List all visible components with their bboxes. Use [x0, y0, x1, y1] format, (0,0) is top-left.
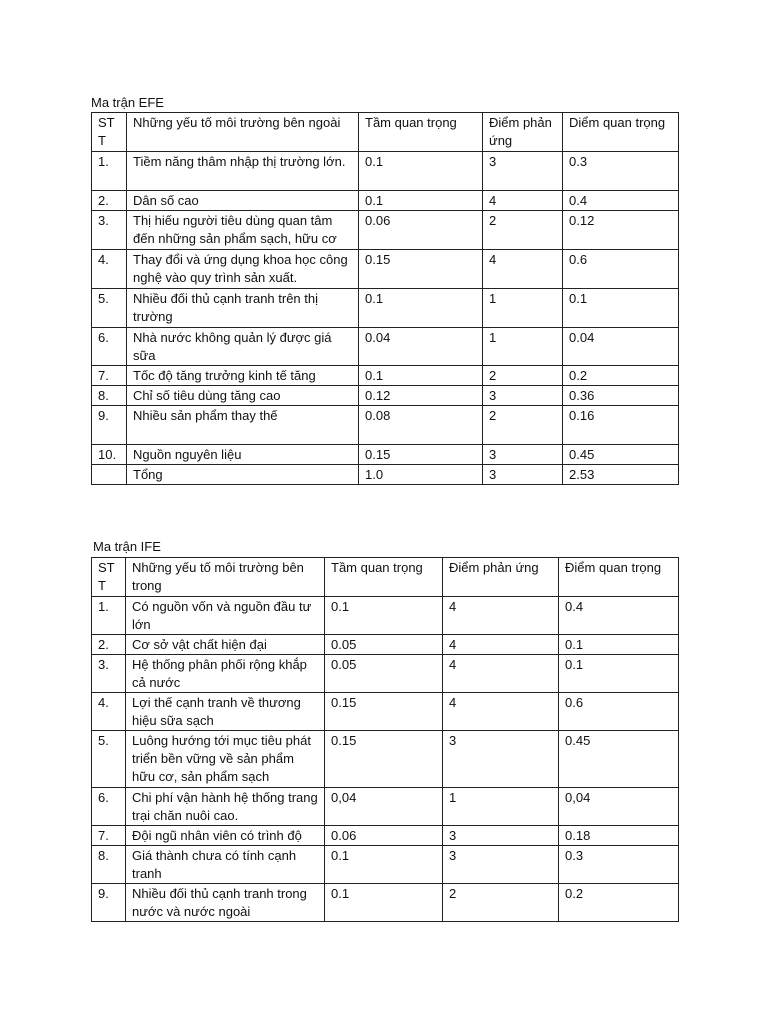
table-cell: 7. — [92, 366, 127, 386]
table-cell: 5. — [92, 731, 126, 788]
table-row — [92, 152, 679, 191]
table-cell: 4 — [443, 693, 559, 731]
table-cell: 3 — [483, 152, 563, 191]
table-cell: 0.1 — [359, 289, 483, 328]
table-cell: 0.3 — [559, 846, 679, 884]
table-cell: 6. — [92, 788, 126, 826]
table-cell: Đội ngũ nhân viên có trình độ — [126, 826, 325, 846]
table-cell: 0.12 — [359, 386, 483, 406]
table-cell: 1. — [92, 597, 126, 635]
table-cell: 0.18 — [559, 826, 679, 846]
table-cell: 0.1 — [563, 289, 679, 328]
table-cell: 0,04 — [325, 788, 443, 826]
table-cell: 0.15 — [325, 693, 443, 731]
header-cell: Điểm quan trọng — [559, 558, 679, 597]
table-cell: 0.1 — [359, 191, 483, 211]
table-cell: 6. — [92, 328, 127, 366]
table-row — [92, 788, 679, 826]
table-cell: Tốc độ tăng trưởng kinh tế tăng — [127, 366, 359, 386]
table-cell: 0.1 — [359, 152, 483, 191]
ife-table — [91, 557, 679, 922]
table-cell: Tổng — [127, 465, 359, 485]
table-cell: 0.15 — [359, 250, 483, 289]
table-cell: 2 — [483, 211, 563, 250]
table-row — [92, 597, 679, 635]
table-cell: 3 — [483, 465, 563, 485]
table-cell: Giá thành chưa có tính cạnh tranh — [126, 846, 325, 884]
table-row — [92, 693, 679, 731]
table-cell: 0.1 — [325, 884, 443, 922]
table-cell: 0.15 — [359, 445, 483, 465]
header-cell: Những yếu tố môi trường bên trong — [126, 558, 325, 597]
table-row — [92, 191, 679, 211]
table-cell: 0.04 — [563, 328, 679, 366]
table-cell: 0.4 — [563, 191, 679, 211]
table-cell: 8. — [92, 386, 127, 406]
table-cell: 1.0 — [359, 465, 483, 485]
ife-caption: Ma trận IFE — [93, 539, 161, 554]
table-cell: 1. — [92, 152, 127, 191]
table-cell: 0,04 — [559, 788, 679, 826]
table-cell: 3 — [483, 445, 563, 465]
header-row — [92, 558, 679, 597]
table-cell: 9. — [92, 406, 127, 445]
table-cell: 3. — [92, 211, 127, 250]
table-cell: 10. — [92, 445, 127, 465]
table-cell: 0.15 — [325, 731, 443, 788]
header-cell: Diểm quan trọng — [563, 113, 679, 152]
table-cell: Nhà nước không quản lý được giá sữa — [127, 328, 359, 366]
table-cell: 9. — [92, 884, 126, 922]
table-row — [92, 289, 679, 328]
header-cell: Tầm quan trọng — [325, 558, 443, 597]
header-cell: STT — [92, 113, 127, 152]
table-cell: 2 — [483, 406, 563, 445]
table-cell: Tiềm năng thâm nhập thị trường lớn. — [127, 152, 359, 191]
table-cell: 0.1 — [559, 635, 679, 655]
table-cell: 4 — [483, 191, 563, 211]
table-cell: 0.1 — [359, 366, 483, 386]
table-cell: 0.1 — [559, 655, 679, 693]
table-cell: 0.1 — [325, 846, 443, 884]
table-cell: 1 — [483, 328, 563, 366]
table-cell: 4. — [92, 693, 126, 731]
table-row — [92, 635, 679, 655]
table-cell: 0.05 — [325, 635, 443, 655]
table-cell: 0.2 — [559, 884, 679, 922]
table-cell: 1 — [443, 788, 559, 826]
table-cell: 0.06 — [325, 826, 443, 846]
table-cell: Nhiều đối thủ cạnh tranh trên thị trường — [127, 289, 359, 328]
table-cell: 0.06 — [359, 211, 483, 250]
table-cell: Hệ thống phân phối rộng khắp cả nước — [126, 655, 325, 693]
table-cell: 8. — [92, 846, 126, 884]
table-cell: 0.08 — [359, 406, 483, 445]
efe-table — [91, 112, 679, 485]
table-row — [92, 731, 679, 788]
table-cell: 1 — [483, 289, 563, 328]
table-cell: Có nguồn vốn và nguồn đầu tư lớn — [126, 597, 325, 635]
table-cell: Cơ sở vật chất hiện đại — [126, 635, 325, 655]
table-cell: Chỉ số tiêu dùng tăng cao — [127, 386, 359, 406]
header-row — [92, 113, 679, 152]
table-cell: 2 — [443, 884, 559, 922]
table-cell: 0.04 — [359, 328, 483, 366]
table-cell: 0.2 — [563, 366, 679, 386]
table-row — [92, 826, 679, 846]
header-cell: Điểm phản ứng — [483, 113, 563, 152]
table-cell: 0.16 — [563, 406, 679, 445]
table-cell: Nhiều đối thủ cạnh tranh trong nước và nước ngoài — [126, 884, 325, 922]
table-cell: 4 — [443, 635, 559, 655]
table-cell: 0.6 — [563, 250, 679, 289]
table-cell: 0.36 — [563, 386, 679, 406]
table-cell: Dân số cao — [127, 191, 359, 211]
efe-caption: Ma trận EFE — [91, 95, 164, 110]
table-cell: 0.12 — [563, 211, 679, 250]
table-row — [92, 445, 679, 465]
table-cell: 5. — [92, 289, 127, 328]
table-cell: 3 — [443, 826, 559, 846]
table-cell: 4 — [483, 250, 563, 289]
table-row — [92, 465, 679, 485]
table-cell: Lợi thế cạnh tranh về thương hiệu sữa sạch — [126, 693, 325, 731]
table-cell: 3 — [483, 386, 563, 406]
table-cell: Luông hướng tới mục tiêu phát triển bền vững về sản phẩm hữu cơ, sản phẩm sạch — [126, 731, 325, 788]
table-row — [92, 655, 679, 693]
table-cell: 2. — [92, 191, 127, 211]
table-cell: Chi phí vận hành hệ thống trang trại chăn nuôi cao. — [126, 788, 325, 826]
table-cell: 0.45 — [563, 445, 679, 465]
header-cell: Điểm phản ứng — [443, 558, 559, 597]
header-cell: Những yếu tố môi trường bên ngoài — [127, 113, 359, 152]
header-cell: ST T — [92, 558, 126, 597]
table-cell: Thay đổi và ứng dụng khoa học công nghệ vào quy trình sản xuất. — [127, 250, 359, 289]
table-cell: 0.45 — [559, 731, 679, 788]
table-cell: 7. — [92, 826, 126, 846]
table-cell: 4 — [443, 597, 559, 635]
table-cell: 2. — [92, 635, 126, 655]
table-cell — [92, 465, 127, 485]
table-cell: 0.4 — [559, 597, 679, 635]
table-cell: 3. — [92, 655, 126, 693]
table-row — [92, 250, 679, 289]
table-cell: 0.1 — [325, 597, 443, 635]
table-cell: 4 — [443, 655, 559, 693]
table-row — [92, 406, 679, 445]
table-row — [92, 328, 679, 366]
table-row — [92, 386, 679, 406]
table-cell: 0.05 — [325, 655, 443, 693]
header-cell: Tầm quan trọng — [359, 113, 483, 152]
table-cell: 3 — [443, 846, 559, 884]
table-cell: 0.6 — [559, 693, 679, 731]
table-row — [92, 211, 679, 250]
table-cell: 3 — [443, 731, 559, 788]
table-row — [92, 366, 679, 386]
table-cell: 0.3 — [563, 152, 679, 191]
table-row — [92, 846, 679, 884]
table-row — [92, 884, 679, 922]
table-cell: Thị hiếu người tiêu dùng quan tâm đến những sản phẩm sạch, hữu cơ — [127, 211, 359, 250]
table-cell: 2 — [483, 366, 563, 386]
table-cell: Nguồn nguyên liệu — [127, 445, 359, 465]
table-cell: 4. — [92, 250, 127, 289]
table-cell: Nhiều sản phẩm thay thế — [127, 406, 359, 445]
table-cell: 2.53 — [563, 465, 679, 485]
